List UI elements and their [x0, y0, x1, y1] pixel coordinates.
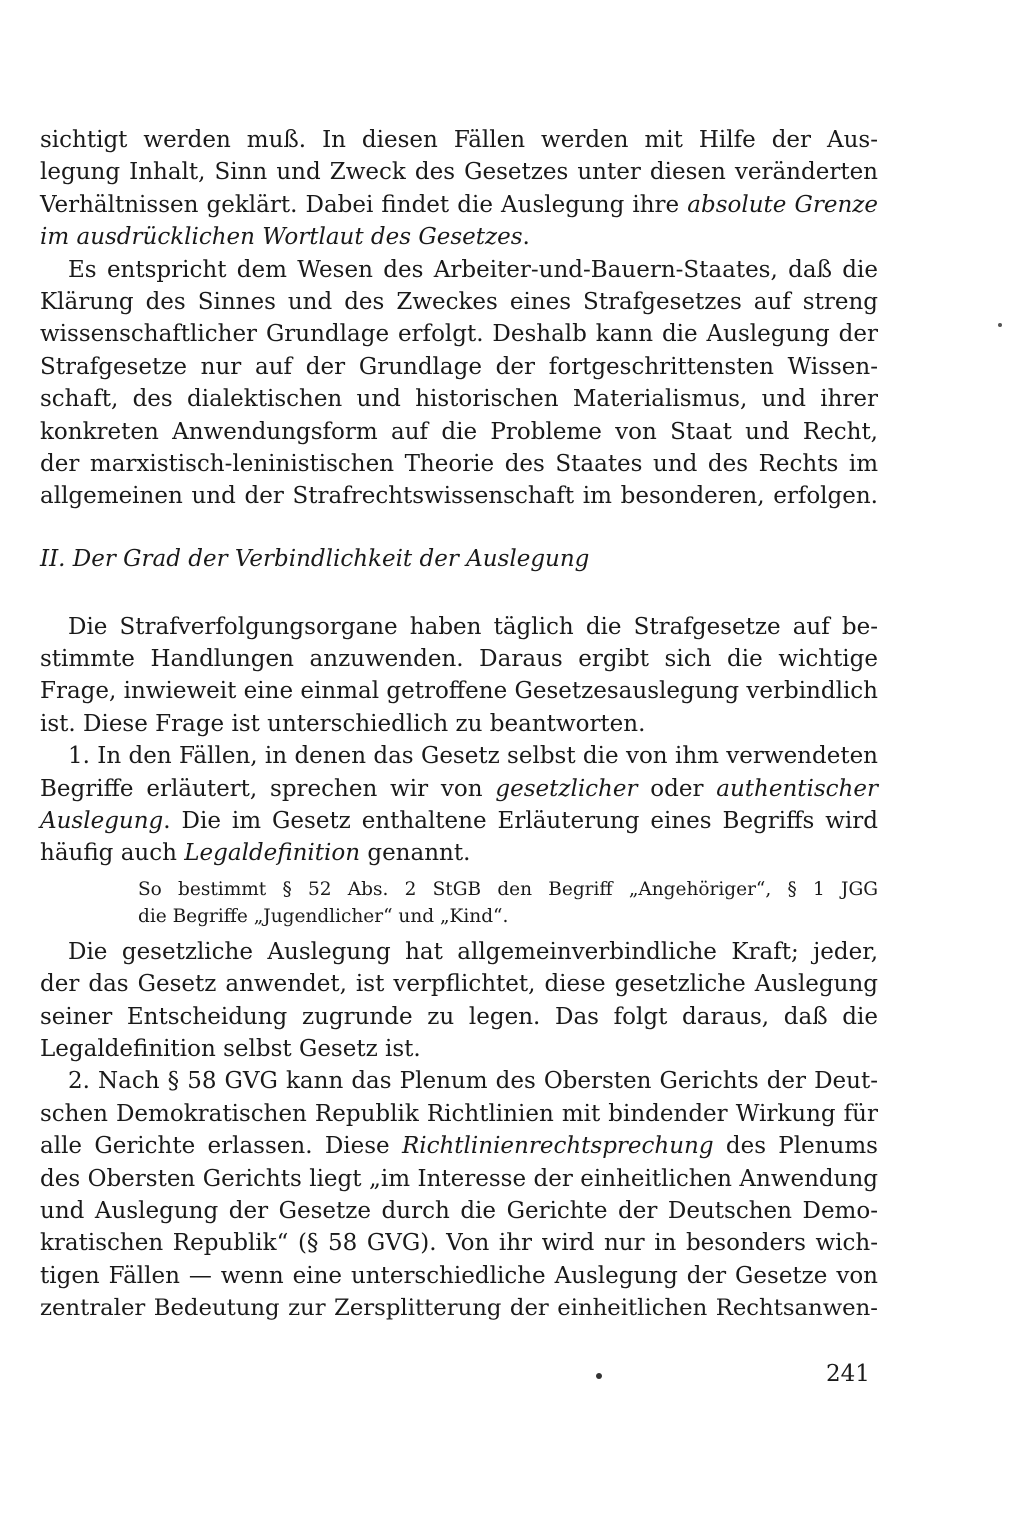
- emphasis-text: gesetzlicher: [495, 775, 638, 802]
- emphasis-text: Richtlinienrechtsprechung: [401, 1133, 714, 1160]
- emphasis-text: Legaldefinition: [184, 840, 361, 867]
- text-line: wissenschaftlicher Grundlage erfolgt. Deshalb kann die Auslegung der: [40, 321, 878, 348]
- page-body: [40, 124, 878, 1325]
- note-line: die Begriffe „Jugendlicher“ und „Kind“.: [138, 905, 509, 927]
- text-line: und Auslegung der Gesetze durch die Gerichte der Deutschen Demo-: [40, 1197, 878, 1224]
- text-line: allgemeinen und der Strafrechtswissenschaft im besonderen, erfolgen.: [40, 483, 878, 510]
- text-span: .: [522, 224, 530, 251]
- text-line: Es entspricht dem Wesen des Arbeiter-und-Bauern-Staates, daß die: [68, 256, 878, 283]
- spacer: [40, 513, 878, 543]
- text-span: Verhältnissen geklärt. Dabei findet die Auslegung ihre: [40, 191, 688, 218]
- paragraph: [40, 254, 878, 513]
- paragraph: [40, 740, 878, 870]
- text-line: schaft, des dialektischen und historischen Materialismus, und ihrer: [40, 386, 878, 413]
- text-line: stimmte Handlungen anzuwenden. Daraus ergibt sich die wichtige: [40, 646, 878, 673]
- text-span: alle Gerichte erlassen. Diese: [40, 1133, 402, 1160]
- text-line: seiner Entscheidung zugrunde zu legen. Das folgt daraus, daß die: [40, 1003, 878, 1030]
- emphasis-text: Auslegung: [40, 808, 164, 835]
- text-span: . Die im Gesetz enthaltene Erläuterung eines Begriffs wird: [163, 808, 878, 835]
- paragraph: [40, 936, 878, 1066]
- text-line: [40, 189, 878, 221]
- text-span: oder: [637, 775, 717, 802]
- text-line: kratischen Republik“ (§ 58 GVG). Von ihr wird nur in besonders wich-: [40, 1230, 878, 1257]
- text-line: [40, 221, 878, 253]
- text-span: Begriffe erläutert, sprechen wir von: [40, 775, 496, 802]
- paragraph-continuation: [40, 124, 878, 254]
- text-line: der das Gesetz anwendet, ist verpflichtet, diese gesetzliche Auslegung: [40, 971, 878, 998]
- text-line: [40, 1130, 878, 1162]
- text-line: [40, 805, 878, 837]
- section-heading: II. Der Grad der Verbindlichkeit der Auslegung: [40, 545, 590, 572]
- text-span: des Plenums: [713, 1133, 878, 1160]
- text-line: Frage, inwieweit eine einmal getroffene Gesetzesauslegung verbindlich: [40, 678, 878, 705]
- text-line: tigen Fällen — wenn eine unterschiedliche Auslegung der Gesetze von: [40, 1262, 878, 1289]
- paragraph: [40, 611, 878, 741]
- text-line: 1. In den Fällen, in denen das Gesetz selbst die von ihm verwendeten: [68, 743, 878, 770]
- text-line: der marxistisch-leninistischen Theorie des Staates und des Rechts im: [40, 450, 878, 477]
- text-line: Die Strafverfolgungsorgane haben täglich die Strafgesetze auf be-: [68, 613, 878, 640]
- text-line: konkreten Anwendungsform auf die Probleme von Staat und Recht,: [40, 418, 878, 445]
- text-line: Klärung des Sinnes und des Zweckes eines Strafgesetzes auf streng: [40, 288, 878, 315]
- text-line: des Obersten Gerichts liegt „im Interesse der einheitlichen Anwendung: [40, 1165, 878, 1192]
- text-line: zentraler Bedeutung zur Zersplitterung der einheitlichen Rechtsanwen-: [40, 1295, 878, 1322]
- text-line: [40, 773, 878, 805]
- emphasis-text: im ausdrücklichen Wortlaut des Gesetzes: [40, 224, 523, 251]
- footer-dot: [596, 1373, 602, 1379]
- text-span: häufig auch: [40, 840, 185, 867]
- text-line: Legaldefinition selbst Gesetz ist.: [40, 1035, 421, 1062]
- emphasis-text: authentischer: [716, 775, 878, 802]
- text-span: genannt.: [360, 840, 471, 867]
- text-line: legung Inhalt, Sinn und Zweck des Gesetzes unter diesen veränderten: [40, 159, 878, 186]
- text-line: schen Demokratischen Republik Richtlinien mit bindender Wirkung für: [40, 1100, 878, 1127]
- text-line: Die gesetzliche Auslegung hat allgemeinverbindliche Kraft; jeder,: [68, 938, 878, 965]
- spacer: [40, 575, 878, 611]
- text-line: Strafgesetze nur auf der Grundlage der fortgeschrittensten Wissen-: [40, 353, 878, 380]
- text-line: ist. Diese Frage ist unterschiedlich zu beantworten.: [40, 710, 646, 737]
- example-note: [40, 876, 878, 930]
- text-line: [40, 837, 878, 869]
- emphasis-text: absolute Grenze: [687, 191, 878, 218]
- text-line: 2. Nach § 58 GVG kann das Plenum des Obersten Gerichts der Deut-: [68, 1068, 878, 1095]
- margin-speck: [998, 323, 1002, 327]
- paragraph: [40, 1065, 878, 1324]
- text-line: sichtigt werden muß. In diesen Fällen werden mit Hilfe der Aus-: [40, 127, 878, 153]
- note-line: So bestimmt § 52 Abs. 2 StGB den Begriff „Angehöriger“, § 1 JGG: [138, 878, 878, 900]
- page-number: 241: [826, 1361, 870, 1387]
